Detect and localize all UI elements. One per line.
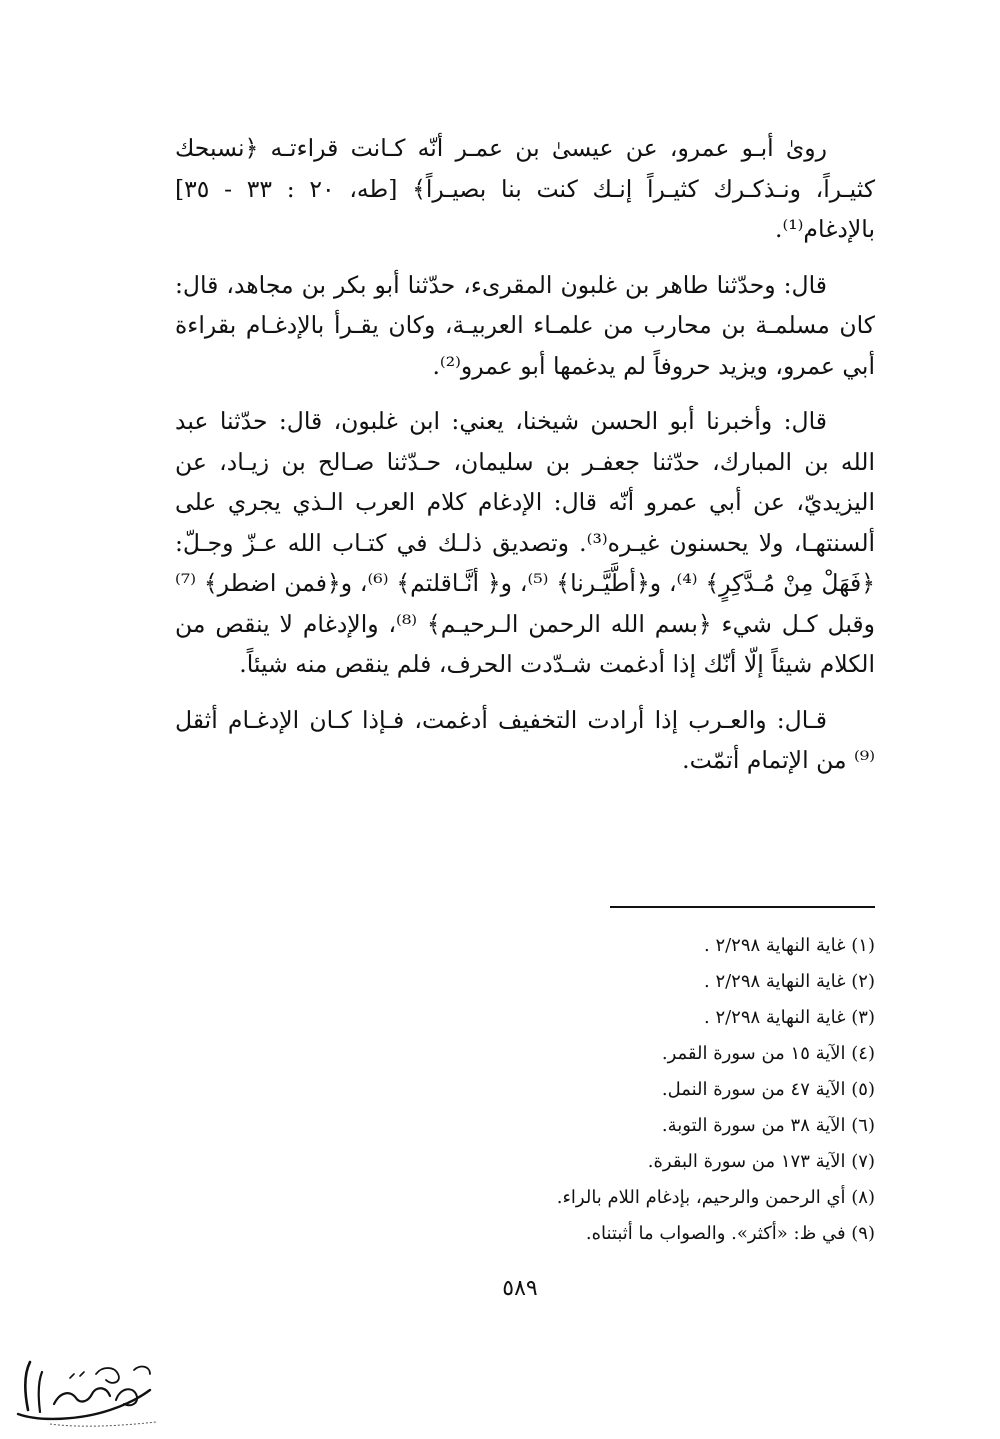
footnote-4: (٤) الآية ١٥ من سورة القمر. [661, 1043, 875, 1064]
page-number: ٥٨٩ [502, 1276, 538, 1301]
footnote-9: (٩) في ظ: «أكثر». والصواب ما أثبتناه. [585, 1223, 875, 1244]
footnote-3: (٣) غاية النهاية ٢/٢٩٨ . [703, 1007, 875, 1028]
footnote-7: (٧) الآية ١٧٣ من سورة البقرة. [647, 1151, 875, 1172]
paragraph-3: قال: وأخبرنا أبو الحسن شيخنا، يعني: ابن غلبون، قال: حدّثنا عبد الله بن المبارك، حدّثنا جعفـر بن سليمان، حـدّثنا صـالح بن زيـاد، عن اليزيديّ، عن أبي عمرو أنّه قال: الإدغام كلام العرب الـذي يجري على ألسنتهـا، ولا يحسنون غيـره⁽³⁾. وتصديق ذلـك في كتـاب الله عـزّ وجـلّ: ﴿فَهَلْ مِنْ مُـدَّكِرٍ﴾ ⁽⁴⁾، و﴿أطَّيَّـرنا﴾ ⁽⁵⁾، و﴿ أنَّـاقلتم﴾ ⁽⁶⁾، و﴿فمن اضطر﴾ ⁽⁷⁾ وقبل كـل شيء ﴿بسم الله الرحمن الـرحيـم﴾ ⁽⁸⁾، والإدغام لا ينقص من الكلام شيئاً إلّا أنّك إذا أدغمت شـدّدت الحرف، فلم ينقص منه شيئاً. [175, 407, 876, 678]
footnote-2: (٢) غاية النهاية ٢/٢٩٨ . [703, 971, 875, 992]
footnotes [300, 928, 875, 1252]
footnote-5: (٥) الآية ٤٧ من سورة النمل. [661, 1079, 875, 1100]
footnote-8: (٨) أي الرحمن والرحيم، بإدغام اللام بالراء. [556, 1187, 875, 1208]
paragraph-4: قـال: والعـرب إذا أرادت التخفيف أدغمت، فـإذا كـان الإدغـام أثقل ⁽⁹⁾ من الإتمام أتمّت. [175, 705, 875, 774]
paragraph-2: قال: وحدّثنا طاهر بن غلبون المقرىء، حدّثنا أبو بكر بن مجاهد، قال: كان مسلمـة بن محارب من علمـاء العربيـة، وكان يقـرأ بالإدغـام بقراءة أبي عمرو، ويزيد حروفاً لم يدغمها أبو عمرو⁽²⁾. [175, 270, 875, 380]
paragraph-1: رو‌ىٰ أبـو عمرو، عن عيسىٰ بن عمـر أنّه كـانت قراءتـه ﴿نسبحك كثيـراً، ونـذكـرك كثيـراً إنـك كنت بنا بصيـراً﴾ [طه، ٢٠ : ٣٣ - ٣٥] بالإدغام⁽¹⁾. [175, 134, 876, 243]
footnote-6: (٦) الآية ٣٨ من سورة التوبة. [661, 1115, 875, 1136]
main-text [175, 128, 875, 796]
calligraphy-logo-icon [10, 1352, 160, 1430]
footnote-1: (١) غاية النهاية ٢/٢٩٨ . [703, 935, 875, 956]
footnote-divider [610, 906, 875, 908]
